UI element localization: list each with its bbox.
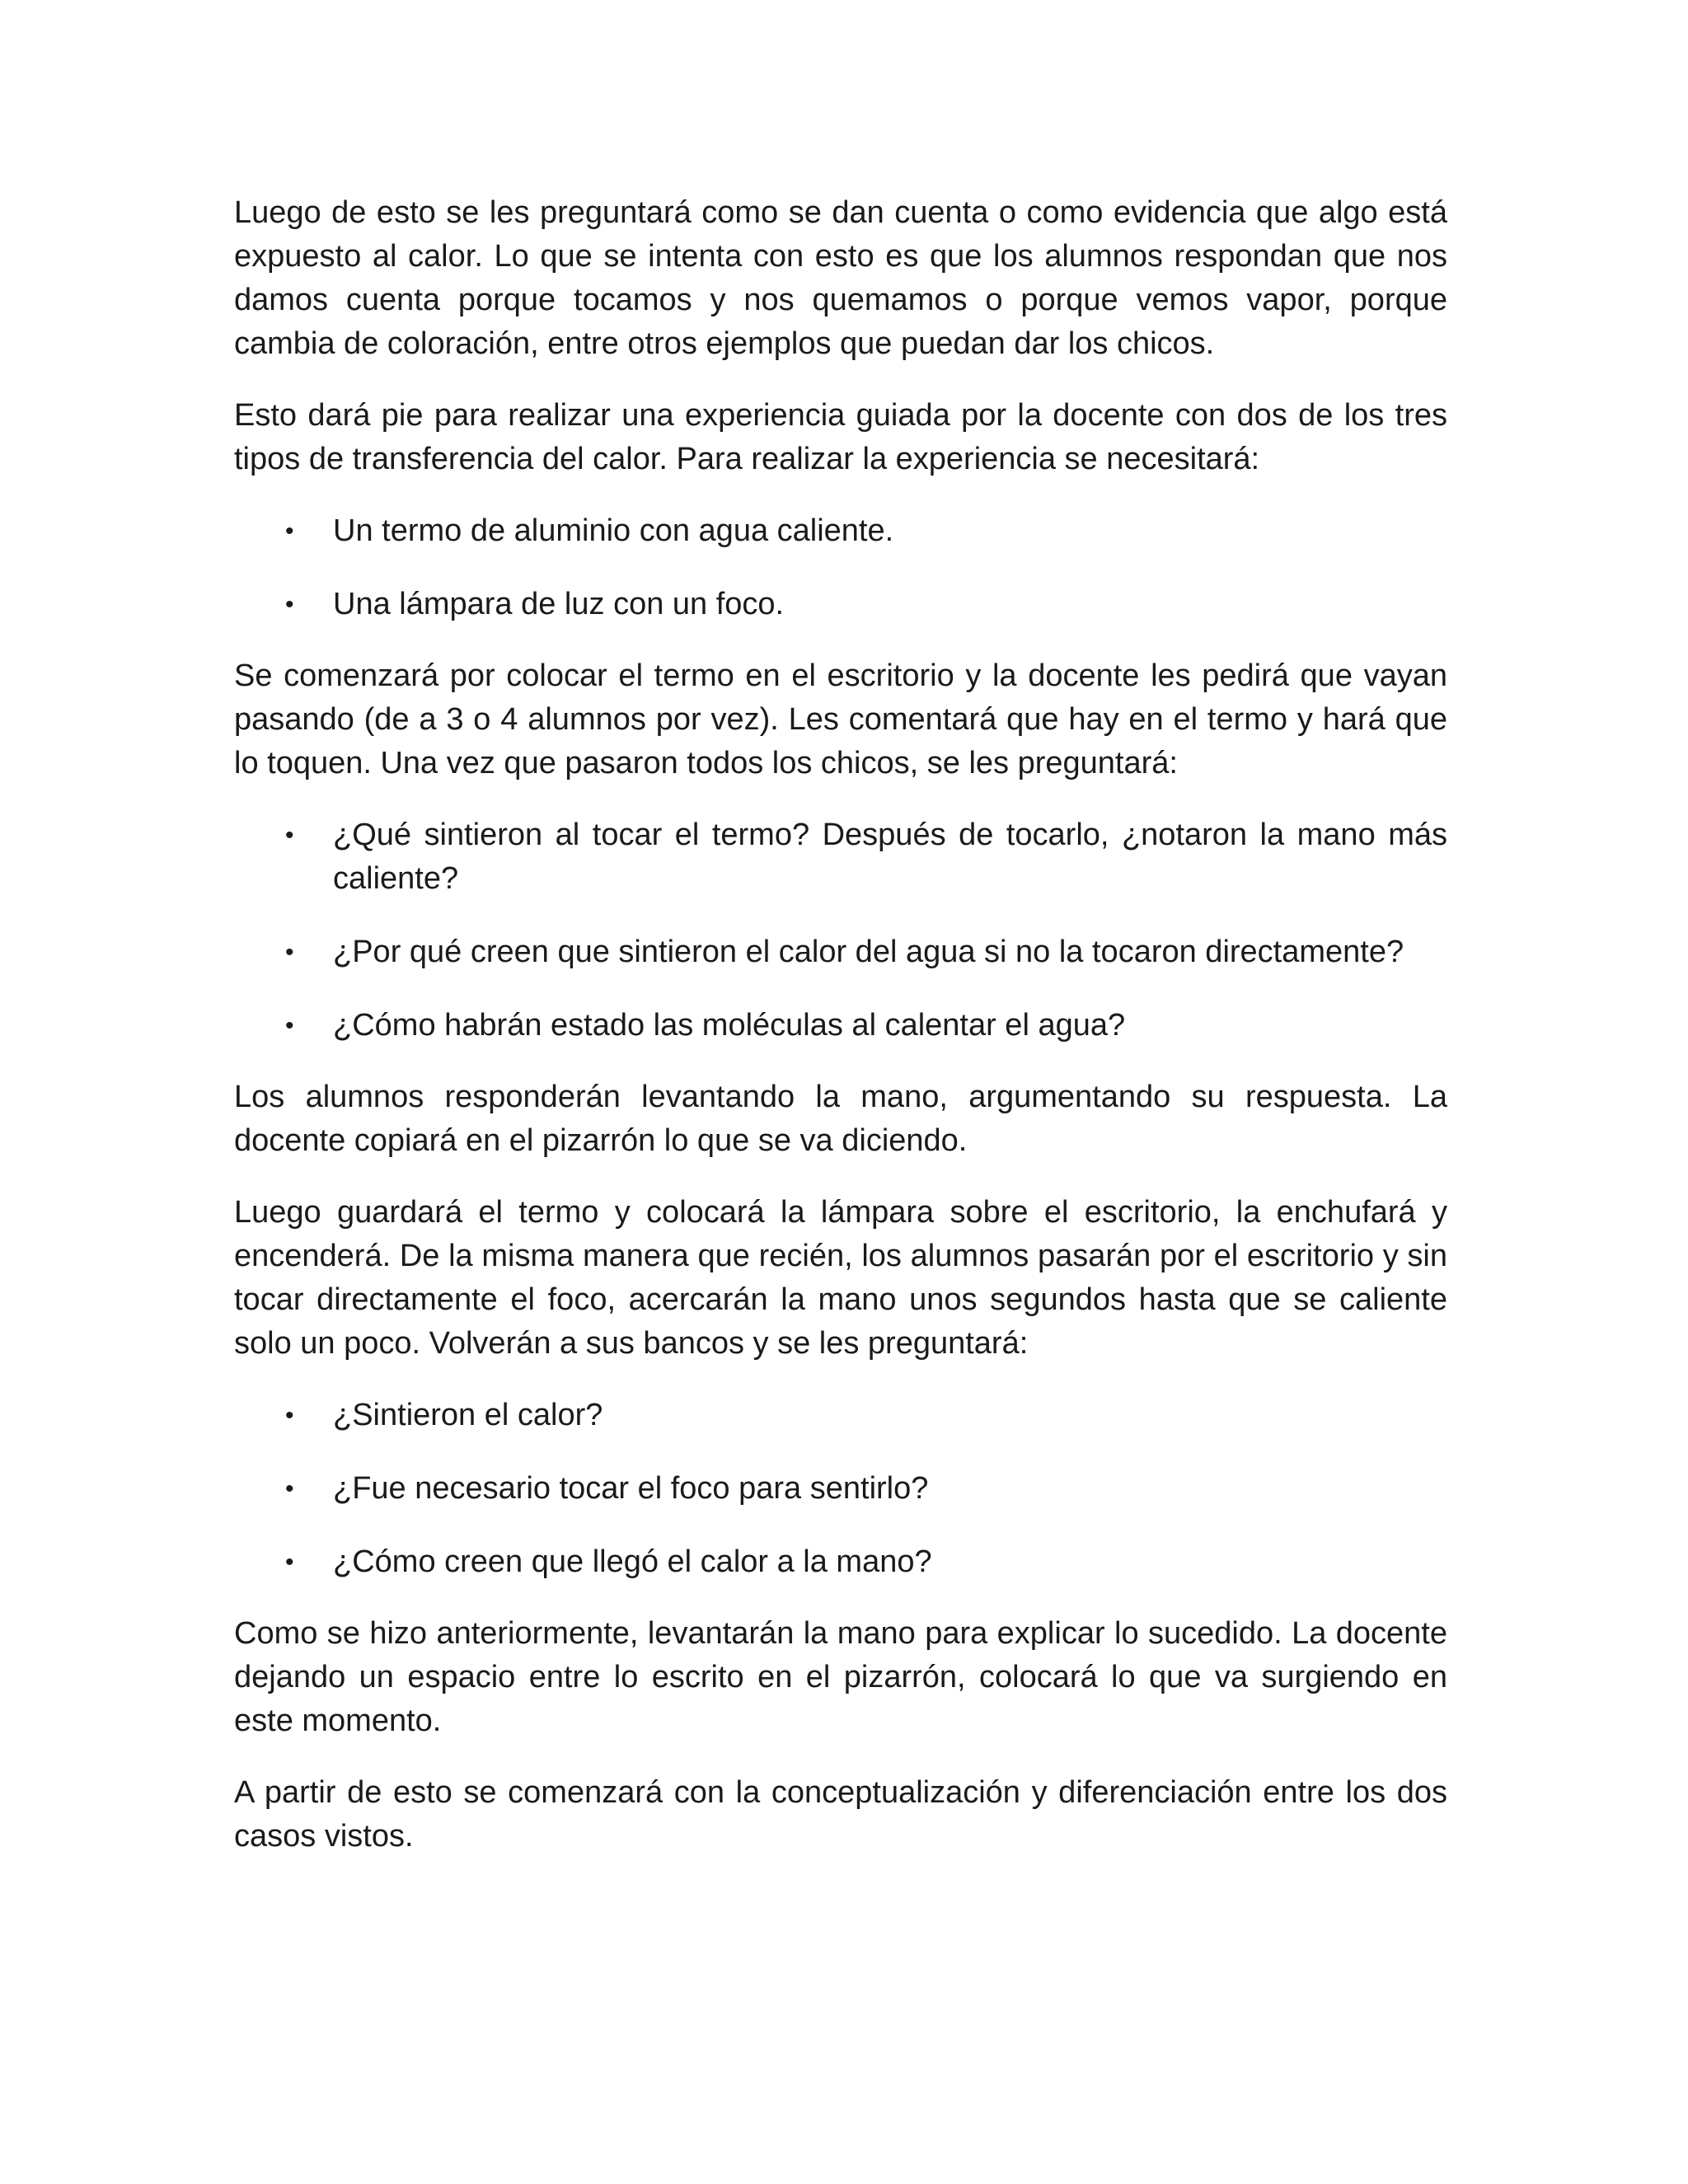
list-item-text: Un termo de aluminio con agua caliente.	[333, 513, 894, 548]
list-item	[234, 813, 1447, 901]
list-item	[234, 1467, 1447, 1511]
paragraph-conclusion: A partir de esto se comenzará con la conceptualización y diferenciación entre los dos casos vistos.	[234, 1775, 1447, 1854]
bullet-icon: •	[285, 1012, 294, 1039]
bullet-icon: •	[285, 1549, 294, 1576]
paragraph-answers: Los alumnos responderán levantando la mano, argumentando su respuesta. La docente copiará en el pizarrón lo que se va diciendo.	[234, 1080, 1447, 1158]
paragraph-lamp: Luego guardará el termo y colocará la lámpara sobre el escritorio, la enchufará y encenderá. De la misma manera que recién, los alumnos pasarán por el escritorio y sin tocar directamente el foco, acercarán la mano unos segundos hasta que se caliente solo un poco. Volverán a sus bancos y se les preguntará:	[234, 1195, 1447, 1361]
paragraph-intro: Luego de esto se les preguntará como se dan cuenta o como evidencia que algo está expuesto al calor. Lo que se intenta con esto es que los alumnos respondan que nos damos cuenta porque tocamos y nos quemamos o porque vemos vapor, porque cambia de coloración, entre otros ejemplos que puedan dar los chicos.	[234, 195, 1447, 361]
list-item-text: ¿Por qué creen que sintieron el calor del agua si no la tocaron directamente?	[333, 935, 1404, 969]
bullet-icon: •	[285, 1402, 294, 1429]
list-item	[234, 1004, 1447, 1047]
list-item-text: ¿Sintieron el calor?	[333, 1398, 603, 1432]
bullet-icon: •	[285, 822, 294, 849]
list-item	[234, 509, 1447, 553]
list-item-text: Una lámpara de luz con un foco.	[333, 587, 785, 621]
paragraph-explanation: Como se hizo anteriormente, levantarán la mano para explicar lo sucedido. La docente dejando un espacio entre lo escrito en el pizarrón, colocará lo que va surgiendo en este momento.	[234, 1616, 1447, 1738]
lamp-questions-list	[234, 1394, 1447, 1584]
list-item	[234, 583, 1447, 626]
list-item	[234, 930, 1447, 974]
document-page	[234, 191, 1447, 1886]
list-item-text: ¿Cómo creen que llegó el calor a la mano?	[333, 1544, 932, 1579]
list-item-text: ¿Cómo habrán estado las moléculas al calentar el agua?	[333, 1008, 1126, 1043]
bullet-icon: •	[285, 591, 294, 618]
materials-list	[234, 509, 1447, 626]
bullet-icon: •	[285, 518, 294, 545]
list-item	[234, 1540, 1447, 1584]
paragraph-thermos: Se comenzará por colocar el termo en el escritorio y la docente les pedirá que vayan pasando (de a 3 o 4 alumnos por vez). Les comentará que hay en el termo y hará que lo toquen. Una vez que pasaron todos los chicos, se les preguntará:	[234, 658, 1447, 780]
bullet-icon: •	[285, 939, 294, 966]
thermos-questions-list	[234, 813, 1447, 1047]
list-item-text: ¿Qué sintieron al tocar el termo? Después de tocarlo, ¿notaron la mano más caliente?	[333, 818, 1447, 896]
list-item-text: ¿Fue necesario tocar el foco para sentirlo?	[333, 1471, 929, 1506]
bullet-icon: •	[285, 1475, 294, 1502]
paragraph-experience: Esto dará pie para realizar una experiencia guiada por la docente con dos de los tres tipos de transferencia del calor. Para realizar la experiencia se necesitará:	[234, 398, 1447, 476]
list-item	[234, 1394, 1447, 1437]
